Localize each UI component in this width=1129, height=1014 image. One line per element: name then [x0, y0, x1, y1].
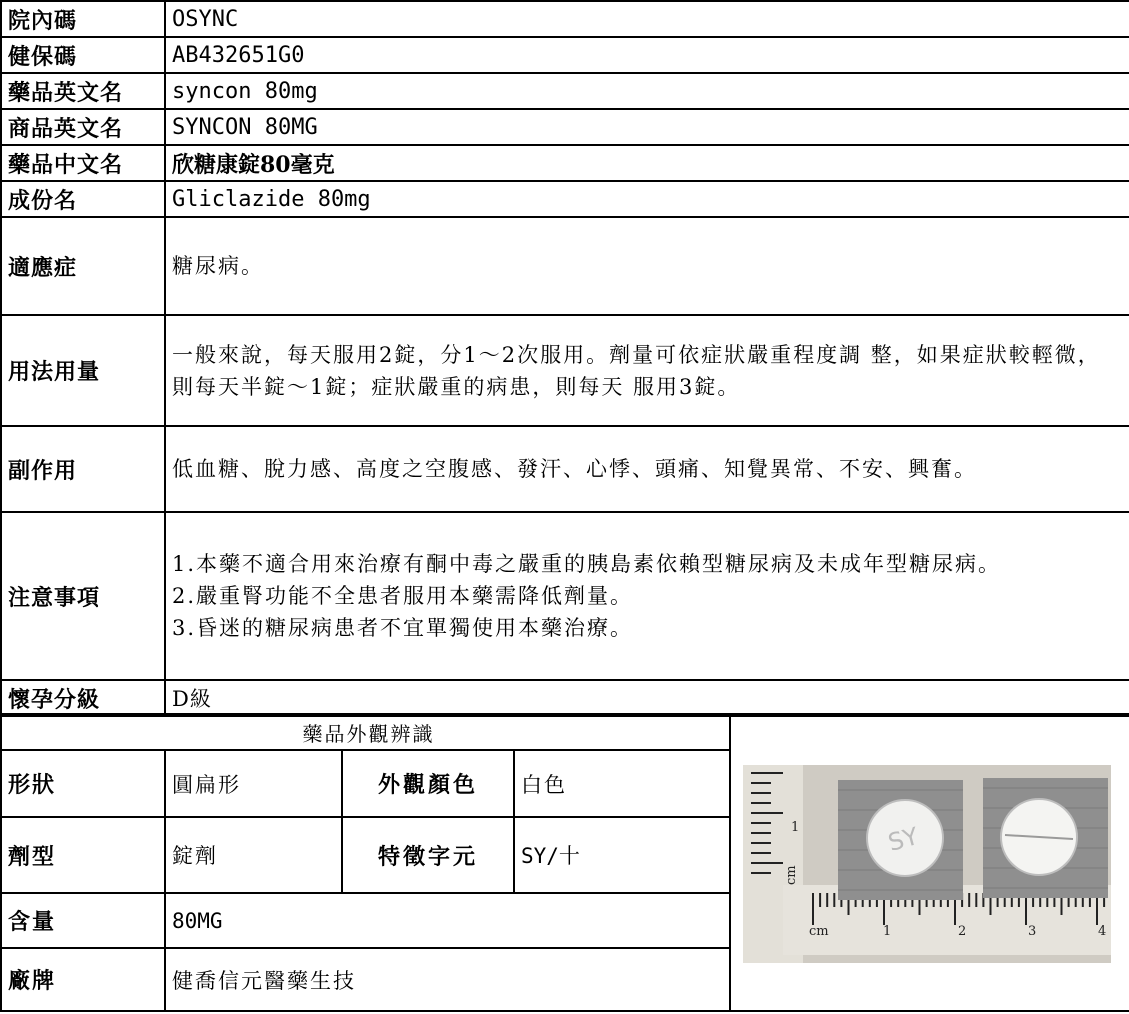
- label-marking: 特徵字元: [342, 817, 514, 893]
- row-pregnancy: [1, 680, 1129, 716]
- value-drug-zh: 欣糖康錠80毫克: [165, 145, 1129, 181]
- value-hospital-code: OSYNC: [165, 1, 1129, 37]
- value-strength: 80MG: [165, 893, 730, 948]
- row-nhi-code: [1, 37, 1129, 73]
- label-side-effects: 副作用: [1, 426, 165, 512]
- label-dosage: 用法用量: [1, 315, 165, 426]
- label-nhi-code: 健保碼: [1, 37, 165, 73]
- value-drug-en: syncon 80mg: [165, 73, 1129, 109]
- label-brand-en: 商品英文名: [1, 109, 165, 145]
- label-drug-zh: 藥品中文名: [1, 145, 165, 181]
- ruler-number: 1: [883, 924, 892, 939]
- value-indication: 糖尿病。: [165, 217, 1129, 315]
- value-precautions: [165, 512, 1129, 680]
- value-brand-en: SYNCON 80MG: [165, 109, 1129, 145]
- label-precautions: 注意事項: [1, 512, 165, 680]
- ruler-vertical-unit: cm: [784, 865, 799, 885]
- row-drug-zh: [1, 145, 1129, 181]
- label-form: 劑型: [1, 817, 165, 893]
- value-dosage: 一般來說，每天服用2錠，分1～2次服用。劑量可依症狀嚴重程度調 整，如果症狀較輕微，則每天半錠～1錠；症狀嚴重的病患，則每天 服用3錠。: [165, 315, 1129, 426]
- label-drug-en: 藥品英文名: [1, 73, 165, 109]
- label-strength: 含量: [1, 893, 165, 948]
- tablet-imprint: SY: [885, 822, 922, 857]
- row-side-effects: [1, 426, 1129, 512]
- value-form: 錠劑: [165, 817, 342, 893]
- row-dosage: [1, 315, 1129, 426]
- value-shape: 圓扁形: [165, 750, 342, 817]
- value-side-effects: 低血糖、脫力感、高度之空腹感、發汗、心悸、頭痛、知覺異常、不安、興奮。: [165, 426, 1129, 512]
- label-indication: 適應症: [1, 217, 165, 315]
- label-color: 外觀顏色: [342, 750, 514, 817]
- ruler-unit-label: cm: [809, 924, 829, 939]
- value-color: 白色: [514, 750, 730, 817]
- value-ingredient: Gliclazide 80mg: [165, 181, 1129, 217]
- row-ingredient: [1, 181, 1129, 217]
- precaution-line: 3.昏迷的糖尿病患者不宜單獨使用本藥治療。: [172, 616, 634, 640]
- precaution-line: 2.嚴重腎功能不全患者服用本藥需降低劑量。: [172, 584, 634, 608]
- label-manufacturer: 廠牌: [1, 948, 165, 1011]
- ruler-vertical-number: 1: [791, 820, 800, 835]
- appearance-table: [0, 713, 1129, 1012]
- row-hospital-code: [1, 1, 1129, 37]
- value-marking: SY/十: [514, 817, 730, 893]
- row-drug-en: [1, 73, 1129, 109]
- label-pregnancy: 懷孕分級: [1, 680, 165, 716]
- ruler-number: 2: [958, 924, 967, 939]
- ruler-number: 4: [1098, 924, 1107, 939]
- row-precautions: [1, 512, 1129, 680]
- tablet-photo: [743, 765, 1111, 963]
- appearance-header: 藥品外觀辨識: [1, 714, 730, 750]
- precaution-line: 1.本藥不適合用來治療有酮中毒之嚴重的胰島素依賴型糖尿病及未成年型糖尿病。: [172, 552, 1002, 576]
- ruler-number: 3: [1028, 924, 1037, 939]
- value-pregnancy: D級: [165, 680, 1129, 716]
- label-shape: 形狀: [1, 750, 165, 817]
- label-hospital-code: 院內碼: [1, 1, 165, 37]
- row-brand-en: [1, 109, 1129, 145]
- value-nhi-code: AB432651G0: [165, 37, 1129, 73]
- tablet-photo-cell: [730, 714, 1129, 1011]
- row-indication: [1, 217, 1129, 315]
- label-ingredient: 成份名: [1, 181, 165, 217]
- value-manufacturer: 健喬信元醫藥生技: [165, 948, 730, 1011]
